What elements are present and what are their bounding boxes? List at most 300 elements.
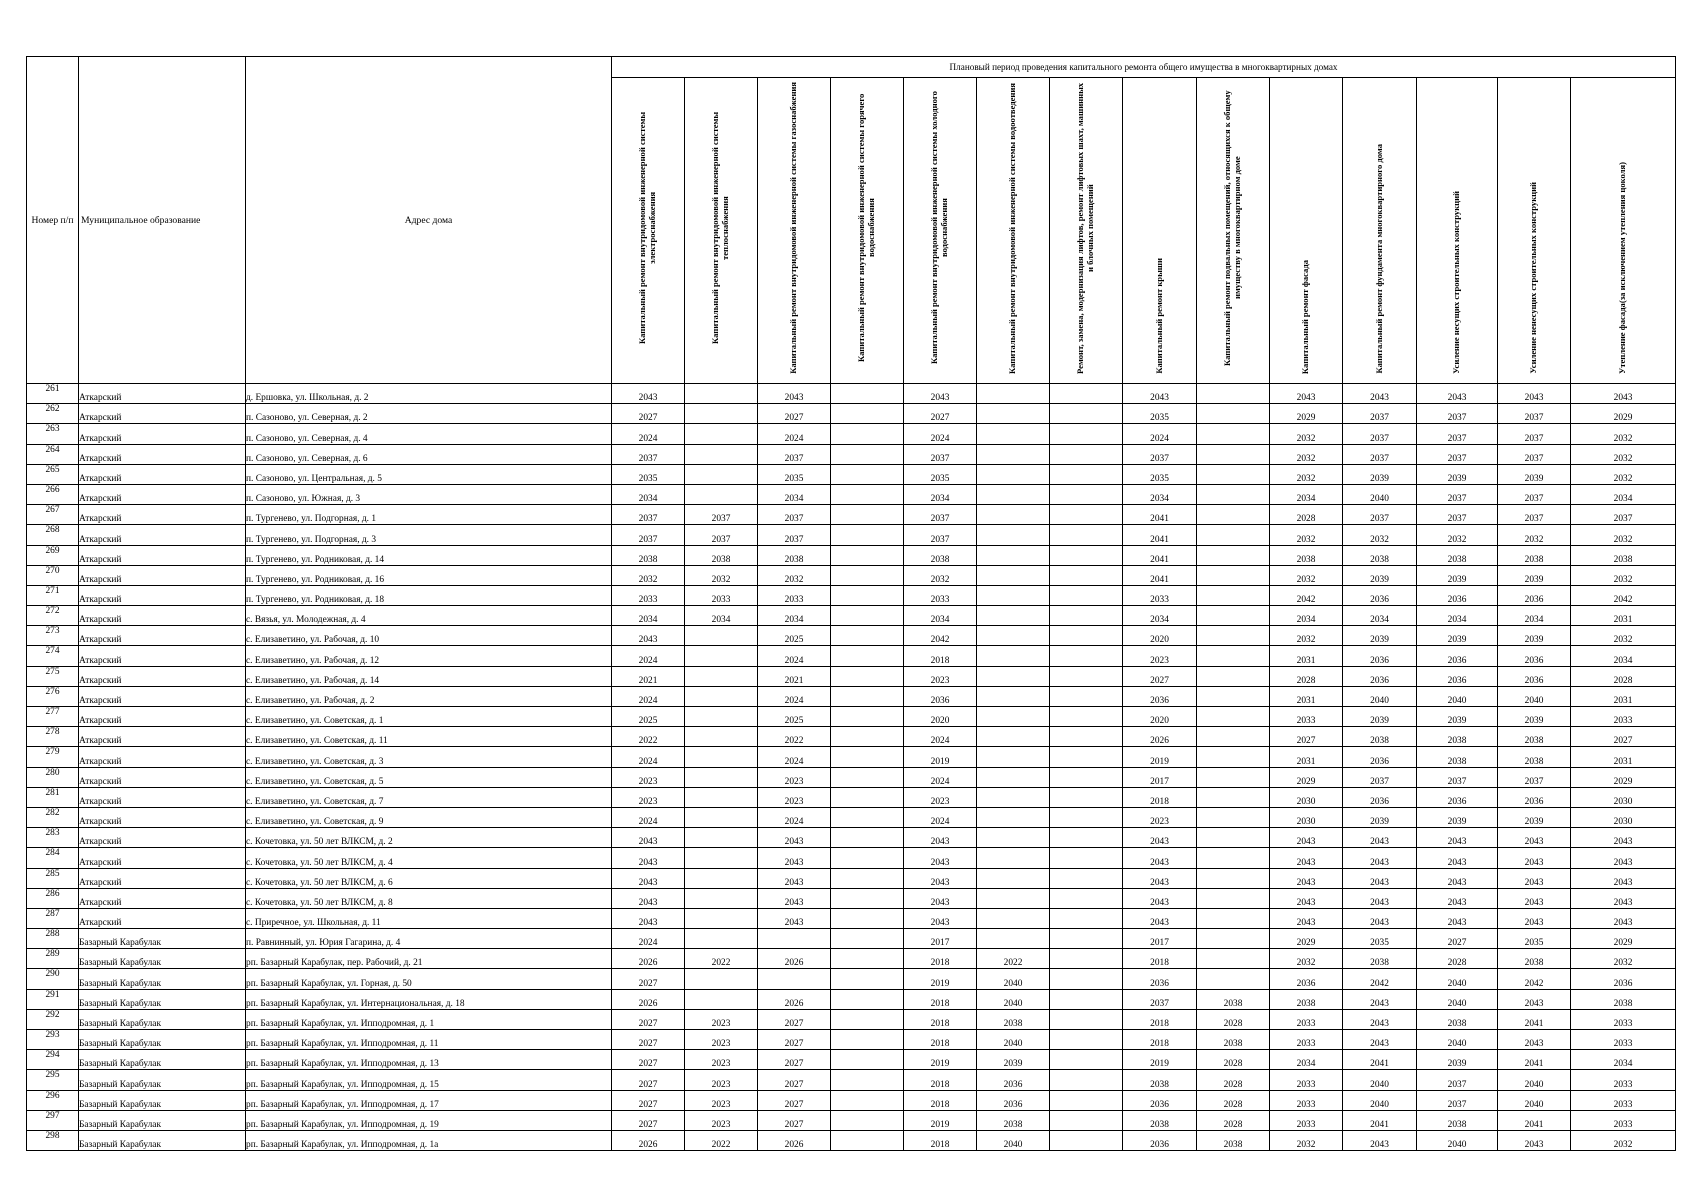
row-address: с. Кочетовка, ул. 50 лет ВЛКСМ, д. 8 bbox=[246, 888, 612, 908]
row-municipality: Базарный Карабулак bbox=[79, 989, 246, 1009]
row-year-cell: 2038 bbox=[1417, 1009, 1498, 1029]
row-year-cell: 2037 bbox=[1417, 424, 1498, 444]
row-year-cell bbox=[1050, 646, 1123, 666]
row-year-cell bbox=[1050, 666, 1123, 686]
row-year-cell: 2028 bbox=[1197, 1110, 1270, 1130]
row-year-cell: 2042 bbox=[904, 626, 977, 646]
row-municipality: Аткарский bbox=[79, 444, 246, 464]
row-year-cell: 2040 bbox=[1417, 686, 1498, 706]
table-row bbox=[27, 424, 1676, 444]
row-year-cell bbox=[1197, 585, 1270, 605]
row-year-cell: 2026 bbox=[758, 1130, 831, 1150]
row-number: 278 bbox=[27, 727, 79, 747]
row-municipality: Аткарский bbox=[79, 807, 246, 827]
row-year-cell: 2040 bbox=[977, 969, 1050, 989]
row-year-cell: 2043 bbox=[758, 888, 831, 908]
row-year-cell bbox=[1197, 424, 1270, 444]
row-year-cell: 2028 bbox=[1197, 1009, 1270, 1029]
row-year-cell: 2038 bbox=[1571, 545, 1676, 565]
row-year-cell: 2034 bbox=[1270, 484, 1343, 504]
row-year-cell: 2037 bbox=[1123, 989, 1197, 1009]
row-address: с. Кочетовка, ул. 50 лет ВЛКСМ, д. 4 bbox=[246, 848, 612, 868]
row-year-cell: 2043 bbox=[1571, 384, 1676, 404]
row-year-cell: 2041 bbox=[1343, 1110, 1417, 1130]
row-year-cell: 2043 bbox=[1498, 828, 1571, 848]
row-year-cell: 2039 bbox=[1417, 626, 1498, 646]
row-number: 265 bbox=[27, 464, 79, 484]
row-number: 270 bbox=[27, 565, 79, 585]
row-year-cell bbox=[1050, 686, 1123, 706]
row-year-cell: 2039 bbox=[1343, 626, 1417, 646]
row-municipality: Базарный Карабулак bbox=[79, 929, 246, 949]
row-year-cell: 2039 bbox=[1343, 807, 1417, 827]
row-year-cell: 2043 bbox=[1417, 848, 1498, 868]
row-number: 275 bbox=[27, 666, 79, 686]
row-year-cell: 2043 bbox=[758, 848, 831, 868]
row-year-cell bbox=[977, 646, 1050, 666]
row-year-cell: 2036 bbox=[1343, 666, 1417, 686]
header-work-facade-insulation bbox=[1571, 78, 1676, 384]
row-year-cell: 2040 bbox=[977, 1130, 1050, 1150]
row-year-cell: 2036 bbox=[1343, 747, 1417, 767]
row-year-cell: 2039 bbox=[1417, 464, 1498, 484]
row-year-cell: 2043 bbox=[758, 828, 831, 848]
row-year-cell: 2043 bbox=[1123, 384, 1197, 404]
table-row bbox=[27, 787, 1676, 807]
row-year-cell bbox=[685, 787, 758, 807]
row-number: 263 bbox=[27, 424, 79, 444]
row-year-cell: 2032 bbox=[612, 565, 685, 585]
row-year-cell: 2033 bbox=[1270, 1070, 1343, 1090]
row-year-cell: 2022 bbox=[612, 727, 685, 747]
row-municipality: Аткарский bbox=[79, 585, 246, 605]
row-year-cell: 2043 bbox=[1571, 848, 1676, 868]
row-year-cell: 2032 bbox=[685, 565, 758, 585]
row-year-cell: 2018 bbox=[904, 1090, 977, 1110]
row-address: с. Елизаветино, ул. Советская, д. 3 bbox=[246, 747, 612, 767]
row-year-cell: 2033 bbox=[1270, 707, 1343, 727]
row-year-cell bbox=[1050, 747, 1123, 767]
row-address: с. Елизаветино, ул. Рабочая, д. 2 bbox=[246, 686, 612, 706]
row-year-cell bbox=[977, 929, 1050, 949]
row-year-cell: 2036 bbox=[1123, 686, 1197, 706]
row-year-cell: 2018 bbox=[1123, 787, 1197, 807]
row-year-cell: 2043 bbox=[1498, 384, 1571, 404]
row-year-cell: 2043 bbox=[612, 384, 685, 404]
row-year-cell bbox=[685, 484, 758, 504]
table-row bbox=[27, 1070, 1676, 1090]
row-year-cell: 2043 bbox=[904, 828, 977, 848]
row-number: 268 bbox=[27, 525, 79, 545]
row-year-cell: 2027 bbox=[612, 1030, 685, 1050]
row-year-cell: 2032 bbox=[758, 565, 831, 585]
row-year-cell: 2043 bbox=[1343, 908, 1417, 928]
row-number: 271 bbox=[27, 585, 79, 605]
row-year-cell: 2032 bbox=[1270, 424, 1343, 444]
row-year-cell bbox=[758, 929, 831, 949]
row-year-cell: 2038 bbox=[1123, 1070, 1197, 1090]
header-work-label: Ремонт, замена, модернизация лифтов, ремонт лифтовых шахт, машинных и блочных помещений bbox=[1075, 82, 1095, 374]
header-work-electricity bbox=[612, 78, 685, 384]
row-year-cell: 2029 bbox=[1571, 404, 1676, 424]
row-number: 293 bbox=[27, 1030, 79, 1050]
row-municipality: Аткарский bbox=[79, 707, 246, 727]
row-year-cell: 2042 bbox=[1571, 585, 1676, 605]
row-year-cell bbox=[831, 505, 904, 525]
row-year-cell: 2027 bbox=[612, 1110, 685, 1130]
row-number: 264 bbox=[27, 444, 79, 464]
table-row bbox=[27, 626, 1676, 646]
row-address: с. Елизаветино, ул. Советская, д. 11 bbox=[246, 727, 612, 747]
row-year-cell bbox=[685, 707, 758, 727]
row-year-cell bbox=[831, 585, 904, 605]
row-year-cell: 2032 bbox=[1270, 565, 1343, 585]
row-year-cell: 2030 bbox=[1270, 787, 1343, 807]
row-year-cell: 2024 bbox=[758, 747, 831, 767]
table-row bbox=[27, 1009, 1676, 1029]
header-group-title: Плановый период проведения капитального ремонта общего имущества в многоквартирных домах bbox=[612, 57, 1676, 78]
row-year-cell: 2036 bbox=[977, 1090, 1050, 1110]
row-municipality: Аткарский bbox=[79, 424, 246, 444]
row-year-cell: 2043 bbox=[1498, 888, 1571, 908]
row-number: 294 bbox=[27, 1050, 79, 1070]
row-year-cell: 2043 bbox=[1417, 908, 1498, 928]
row-year-cell: 2039 bbox=[977, 1050, 1050, 1070]
row-year-cell: 2025 bbox=[758, 626, 831, 646]
row-year-cell: 2017 bbox=[904, 929, 977, 949]
row-year-cell: 2036 bbox=[1417, 585, 1498, 605]
row-year-cell: 2023 bbox=[904, 787, 977, 807]
row-address: с. Елизаветино, ул. Советская, д. 9 bbox=[246, 807, 612, 827]
row-year-cell bbox=[1197, 646, 1270, 666]
row-year-cell: 2022 bbox=[758, 727, 831, 747]
row-year-cell bbox=[1197, 727, 1270, 747]
row-year-cell: 2037 bbox=[612, 505, 685, 525]
row-municipality: Аткарский bbox=[79, 626, 246, 646]
row-year-cell bbox=[1050, 1050, 1123, 1070]
row-year-cell bbox=[831, 929, 904, 949]
row-year-cell: 2034 bbox=[1571, 484, 1676, 504]
row-year-cell bbox=[831, 1050, 904, 1070]
row-year-cell bbox=[977, 868, 1050, 888]
row-year-cell: 2026 bbox=[612, 1130, 685, 1150]
table-row bbox=[27, 606, 1676, 626]
table-row bbox=[27, 848, 1676, 868]
row-year-cell bbox=[831, 444, 904, 464]
row-year-cell: 2037 bbox=[612, 525, 685, 545]
table-row bbox=[27, 384, 1676, 404]
row-year-cell bbox=[831, 666, 904, 686]
row-year-cell: 2026 bbox=[612, 949, 685, 969]
row-year-cell bbox=[1050, 848, 1123, 868]
row-year-cell: 2039 bbox=[1417, 807, 1498, 827]
row-year-cell: 2029 bbox=[1270, 404, 1343, 424]
row-year-cell: 2035 bbox=[1343, 929, 1417, 949]
row-year-cell bbox=[1050, 585, 1123, 605]
row-year-cell bbox=[685, 908, 758, 928]
row-year-cell: 2043 bbox=[1343, 848, 1417, 868]
row-year-cell: 2038 bbox=[977, 1009, 1050, 1029]
row-address: рп. Базарный Карабулак, ул. Ипподромная, д. 17 bbox=[246, 1090, 612, 1110]
row-year-cell: 2033 bbox=[1270, 1090, 1343, 1110]
header-work-cold-water bbox=[904, 78, 977, 384]
row-year-cell: 2035 bbox=[904, 464, 977, 484]
header-work-basement bbox=[1197, 78, 1270, 384]
row-year-cell: 2019 bbox=[904, 1110, 977, 1130]
row-year-cell: 2027 bbox=[1123, 666, 1197, 686]
row-year-cell: 2037 bbox=[1498, 505, 1571, 525]
row-year-cell: 2033 bbox=[1123, 585, 1197, 605]
row-year-cell bbox=[1050, 464, 1123, 484]
row-year-cell: 2037 bbox=[1417, 444, 1498, 464]
row-year-cell: 2035 bbox=[1498, 929, 1571, 949]
row-year-cell: 2040 bbox=[1417, 1130, 1498, 1150]
row-year-cell bbox=[977, 848, 1050, 868]
row-year-cell: 2037 bbox=[1417, 505, 1498, 525]
header-work-label: Капитальный ремонт внутридомовой инженерной системы горячего водоснабжения bbox=[856, 93, 876, 363]
row-year-cell: 2043 bbox=[758, 908, 831, 928]
row-year-cell: 2036 bbox=[1123, 969, 1197, 989]
row-year-cell: 2037 bbox=[685, 525, 758, 545]
row-number: 277 bbox=[27, 707, 79, 727]
row-year-cell bbox=[685, 404, 758, 424]
row-year-cell: 2023 bbox=[1123, 807, 1197, 827]
row-year-cell bbox=[977, 505, 1050, 525]
row-year-cell: 2037 bbox=[1498, 404, 1571, 424]
row-year-cell: 2038 bbox=[1270, 545, 1343, 565]
row-municipality: Аткарский bbox=[79, 545, 246, 565]
row-year-cell: 2043 bbox=[612, 848, 685, 868]
row-year-cell bbox=[1197, 565, 1270, 585]
row-year-cell bbox=[1050, 868, 1123, 888]
row-municipality: Базарный Карабулак bbox=[79, 1009, 246, 1029]
row-year-cell bbox=[1197, 384, 1270, 404]
row-year-cell: 2037 bbox=[1123, 444, 1197, 464]
row-year-cell bbox=[1197, 747, 1270, 767]
table-row bbox=[27, 828, 1676, 848]
row-year-cell: 2043 bbox=[1343, 828, 1417, 848]
table-row bbox=[27, 929, 1676, 949]
row-year-cell: 2032 bbox=[1571, 424, 1676, 444]
header-work-label: Капитальный ремонт внутридомовой инженерной системы электроснабжения bbox=[637, 111, 657, 345]
row-address: рп. Базарный Карабулак, пер. Рабочий, д. 21 bbox=[246, 949, 612, 969]
row-year-cell: 2036 bbox=[1417, 787, 1498, 807]
row-year-cell: 2040 bbox=[977, 1030, 1050, 1050]
table-row bbox=[27, 908, 1676, 928]
row-year-cell: 2043 bbox=[1571, 888, 1676, 908]
header-number: Номер п/п bbox=[27, 57, 79, 384]
table-row bbox=[27, 949, 1676, 969]
table-row bbox=[27, 686, 1676, 706]
row-year-cell: 2023 bbox=[685, 1030, 758, 1050]
row-year-cell: 2043 bbox=[1498, 868, 1571, 888]
row-year-cell: 2023 bbox=[685, 1070, 758, 1090]
row-year-cell bbox=[1050, 384, 1123, 404]
row-address: рп. Базарный Карабулак, ул. Ипподромная, д. 15 bbox=[246, 1070, 612, 1090]
row-municipality: Аткарский bbox=[79, 787, 246, 807]
row-year-cell: 2041 bbox=[1123, 565, 1197, 585]
row-address: с. Елизаветино, ул. Советская, д. 7 bbox=[246, 787, 612, 807]
row-number: 272 bbox=[27, 606, 79, 626]
row-year-cell: 2030 bbox=[1571, 807, 1676, 827]
row-year-cell: 2027 bbox=[612, 969, 685, 989]
row-year-cell: 2040 bbox=[1343, 484, 1417, 504]
row-year-cell: 2032 bbox=[1571, 525, 1676, 545]
row-year-cell: 2027 bbox=[612, 404, 685, 424]
row-year-cell: 2043 bbox=[1498, 1130, 1571, 1150]
row-year-cell: 2027 bbox=[758, 1090, 831, 1110]
row-year-cell: 2036 bbox=[1417, 646, 1498, 666]
row-year-cell: 2033 bbox=[904, 585, 977, 605]
row-year-cell bbox=[977, 888, 1050, 908]
row-address: д. Ершовка, ул. Школьная, д. 2 bbox=[246, 384, 612, 404]
row-year-cell: 2043 bbox=[1571, 908, 1676, 928]
row-year-cell: 2039 bbox=[1498, 626, 1571, 646]
row-year-cell: 2038 bbox=[1498, 727, 1571, 747]
row-year-cell: 2018 bbox=[904, 989, 977, 1009]
row-year-cell bbox=[1197, 908, 1270, 928]
row-year-cell: 2034 bbox=[904, 606, 977, 626]
row-year-cell: 2033 bbox=[1270, 1110, 1343, 1130]
row-year-cell bbox=[977, 484, 1050, 504]
row-year-cell: 2020 bbox=[1123, 626, 1197, 646]
row-year-cell: 2031 bbox=[1270, 686, 1343, 706]
row-year-cell: 2042 bbox=[1343, 969, 1417, 989]
row-year-cell bbox=[1197, 484, 1270, 504]
row-year-cell: 2036 bbox=[1343, 646, 1417, 666]
row-number: 289 bbox=[27, 949, 79, 969]
row-year-cell: 2033 bbox=[1571, 707, 1676, 727]
row-year-cell bbox=[977, 666, 1050, 686]
row-year-cell: 2019 bbox=[904, 747, 977, 767]
row-year-cell: 2040 bbox=[1498, 1090, 1571, 1110]
row-year-cell: 2043 bbox=[1343, 1009, 1417, 1029]
row-year-cell bbox=[831, 484, 904, 504]
row-year-cell: 2039 bbox=[1498, 807, 1571, 827]
row-year-cell: 2023 bbox=[758, 787, 831, 807]
row-year-cell: 2042 bbox=[1270, 585, 1343, 605]
row-year-cell: 2043 bbox=[1498, 908, 1571, 928]
row-year-cell: 2023 bbox=[685, 1050, 758, 1070]
row-year-cell bbox=[1197, 525, 1270, 545]
row-year-cell: 2036 bbox=[1571, 969, 1676, 989]
row-year-cell bbox=[685, 384, 758, 404]
row-year-cell: 2024 bbox=[612, 747, 685, 767]
header-work-label: Капитальный ремонт подвальных помещений, относящихся к общему имуществу в многоквартирном доме bbox=[1222, 90, 1242, 366]
row-address: с. Елизаветино, ул. Рабочая, д. 10 bbox=[246, 626, 612, 646]
row-municipality: Аткарский bbox=[79, 525, 246, 545]
table-row bbox=[27, 888, 1676, 908]
row-number: 282 bbox=[27, 807, 79, 827]
row-year-cell: 2037 bbox=[758, 444, 831, 464]
row-year-cell bbox=[1197, 464, 1270, 484]
row-year-cell: 2024 bbox=[758, 807, 831, 827]
row-year-cell: 2040 bbox=[977, 989, 1050, 1009]
row-year-cell: 2028 bbox=[1417, 949, 1498, 969]
row-year-cell bbox=[758, 969, 831, 989]
header-work-label: Капитальный ремонт внутридомовой инженерной системы холодного водоснабжения bbox=[929, 91, 949, 365]
row-year-cell: 2024 bbox=[904, 767, 977, 787]
row-number: 283 bbox=[27, 828, 79, 848]
row-year-cell: 2038 bbox=[1197, 989, 1270, 1009]
row-year-cell bbox=[831, 404, 904, 424]
row-year-cell bbox=[1050, 969, 1123, 989]
header-work-label: Капитальный ремонт внутридомовой инженерной системы водоотведения bbox=[1007, 82, 1018, 374]
row-year-cell: 2036 bbox=[1498, 585, 1571, 605]
row-year-cell: 2043 bbox=[1270, 384, 1343, 404]
row-year-cell bbox=[831, 626, 904, 646]
row-number: 287 bbox=[27, 908, 79, 928]
table-row bbox=[27, 585, 1676, 605]
row-year-cell bbox=[831, 868, 904, 888]
table-row bbox=[27, 727, 1676, 747]
row-address: п. Сазоново, ул. Северная, д. 6 bbox=[246, 444, 612, 464]
row-number: 279 bbox=[27, 747, 79, 767]
row-year-cell bbox=[685, 807, 758, 827]
row-year-cell bbox=[831, 807, 904, 827]
row-year-cell: 2034 bbox=[685, 606, 758, 626]
row-year-cell: 2038 bbox=[1498, 949, 1571, 969]
row-address: с. Елизаветино, ул. Советская, д. 1 bbox=[246, 707, 612, 727]
row-year-cell: 2036 bbox=[1123, 1130, 1197, 1150]
row-year-cell: 2041 bbox=[1498, 1110, 1571, 1130]
row-year-cell: 2024 bbox=[612, 807, 685, 827]
row-year-cell: 2038 bbox=[685, 545, 758, 565]
row-year-cell bbox=[1050, 807, 1123, 827]
row-year-cell bbox=[977, 424, 1050, 444]
row-year-cell: 2039 bbox=[1498, 707, 1571, 727]
row-year-cell: 2024 bbox=[758, 686, 831, 706]
row-year-cell: 2038 bbox=[1417, 1110, 1498, 1130]
row-year-cell bbox=[1050, 525, 1123, 545]
row-year-cell: 2027 bbox=[758, 1110, 831, 1130]
table-row bbox=[27, 1110, 1676, 1130]
row-year-cell: 2038 bbox=[904, 545, 977, 565]
row-municipality: Аткарский bbox=[79, 464, 246, 484]
row-year-cell: 2019 bbox=[904, 969, 977, 989]
row-year-cell: 2043 bbox=[1270, 828, 1343, 848]
row-year-cell: 2040 bbox=[1417, 969, 1498, 989]
row-year-cell bbox=[831, 1110, 904, 1130]
row-year-cell: 2038 bbox=[1498, 747, 1571, 767]
row-year-cell bbox=[1050, 606, 1123, 626]
row-municipality: Аткарский bbox=[79, 666, 246, 686]
row-year-cell: 2029 bbox=[1571, 929, 1676, 949]
row-year-cell bbox=[831, 424, 904, 444]
row-year-cell bbox=[977, 565, 1050, 585]
row-year-cell: 2019 bbox=[1123, 1050, 1197, 1070]
row-year-cell: 2024 bbox=[1123, 424, 1197, 444]
row-year-cell: 2037 bbox=[904, 505, 977, 525]
header-work-nonbearing-structures bbox=[1498, 78, 1571, 384]
table-row bbox=[27, 666, 1676, 686]
row-year-cell bbox=[1050, 908, 1123, 928]
row-year-cell: 2038 bbox=[977, 1110, 1050, 1130]
row-year-cell: 2043 bbox=[904, 908, 977, 928]
row-year-cell: 2037 bbox=[1498, 484, 1571, 504]
row-year-cell: 2043 bbox=[612, 908, 685, 928]
row-year-cell: 2020 bbox=[904, 707, 977, 727]
row-year-cell: 2032 bbox=[904, 565, 977, 585]
row-municipality: Аткарский bbox=[79, 384, 246, 404]
row-year-cell bbox=[831, 787, 904, 807]
row-municipality: Аткарский bbox=[79, 646, 246, 666]
row-address: рп. Базарный Карабулак, ул. Горная, д. 50 bbox=[246, 969, 612, 989]
row-year-cell: 2026 bbox=[612, 989, 685, 1009]
row-year-cell: 2043 bbox=[1123, 848, 1197, 868]
header-municipality: Муниципальное образование bbox=[79, 57, 246, 384]
row-year-cell: 2043 bbox=[758, 868, 831, 888]
